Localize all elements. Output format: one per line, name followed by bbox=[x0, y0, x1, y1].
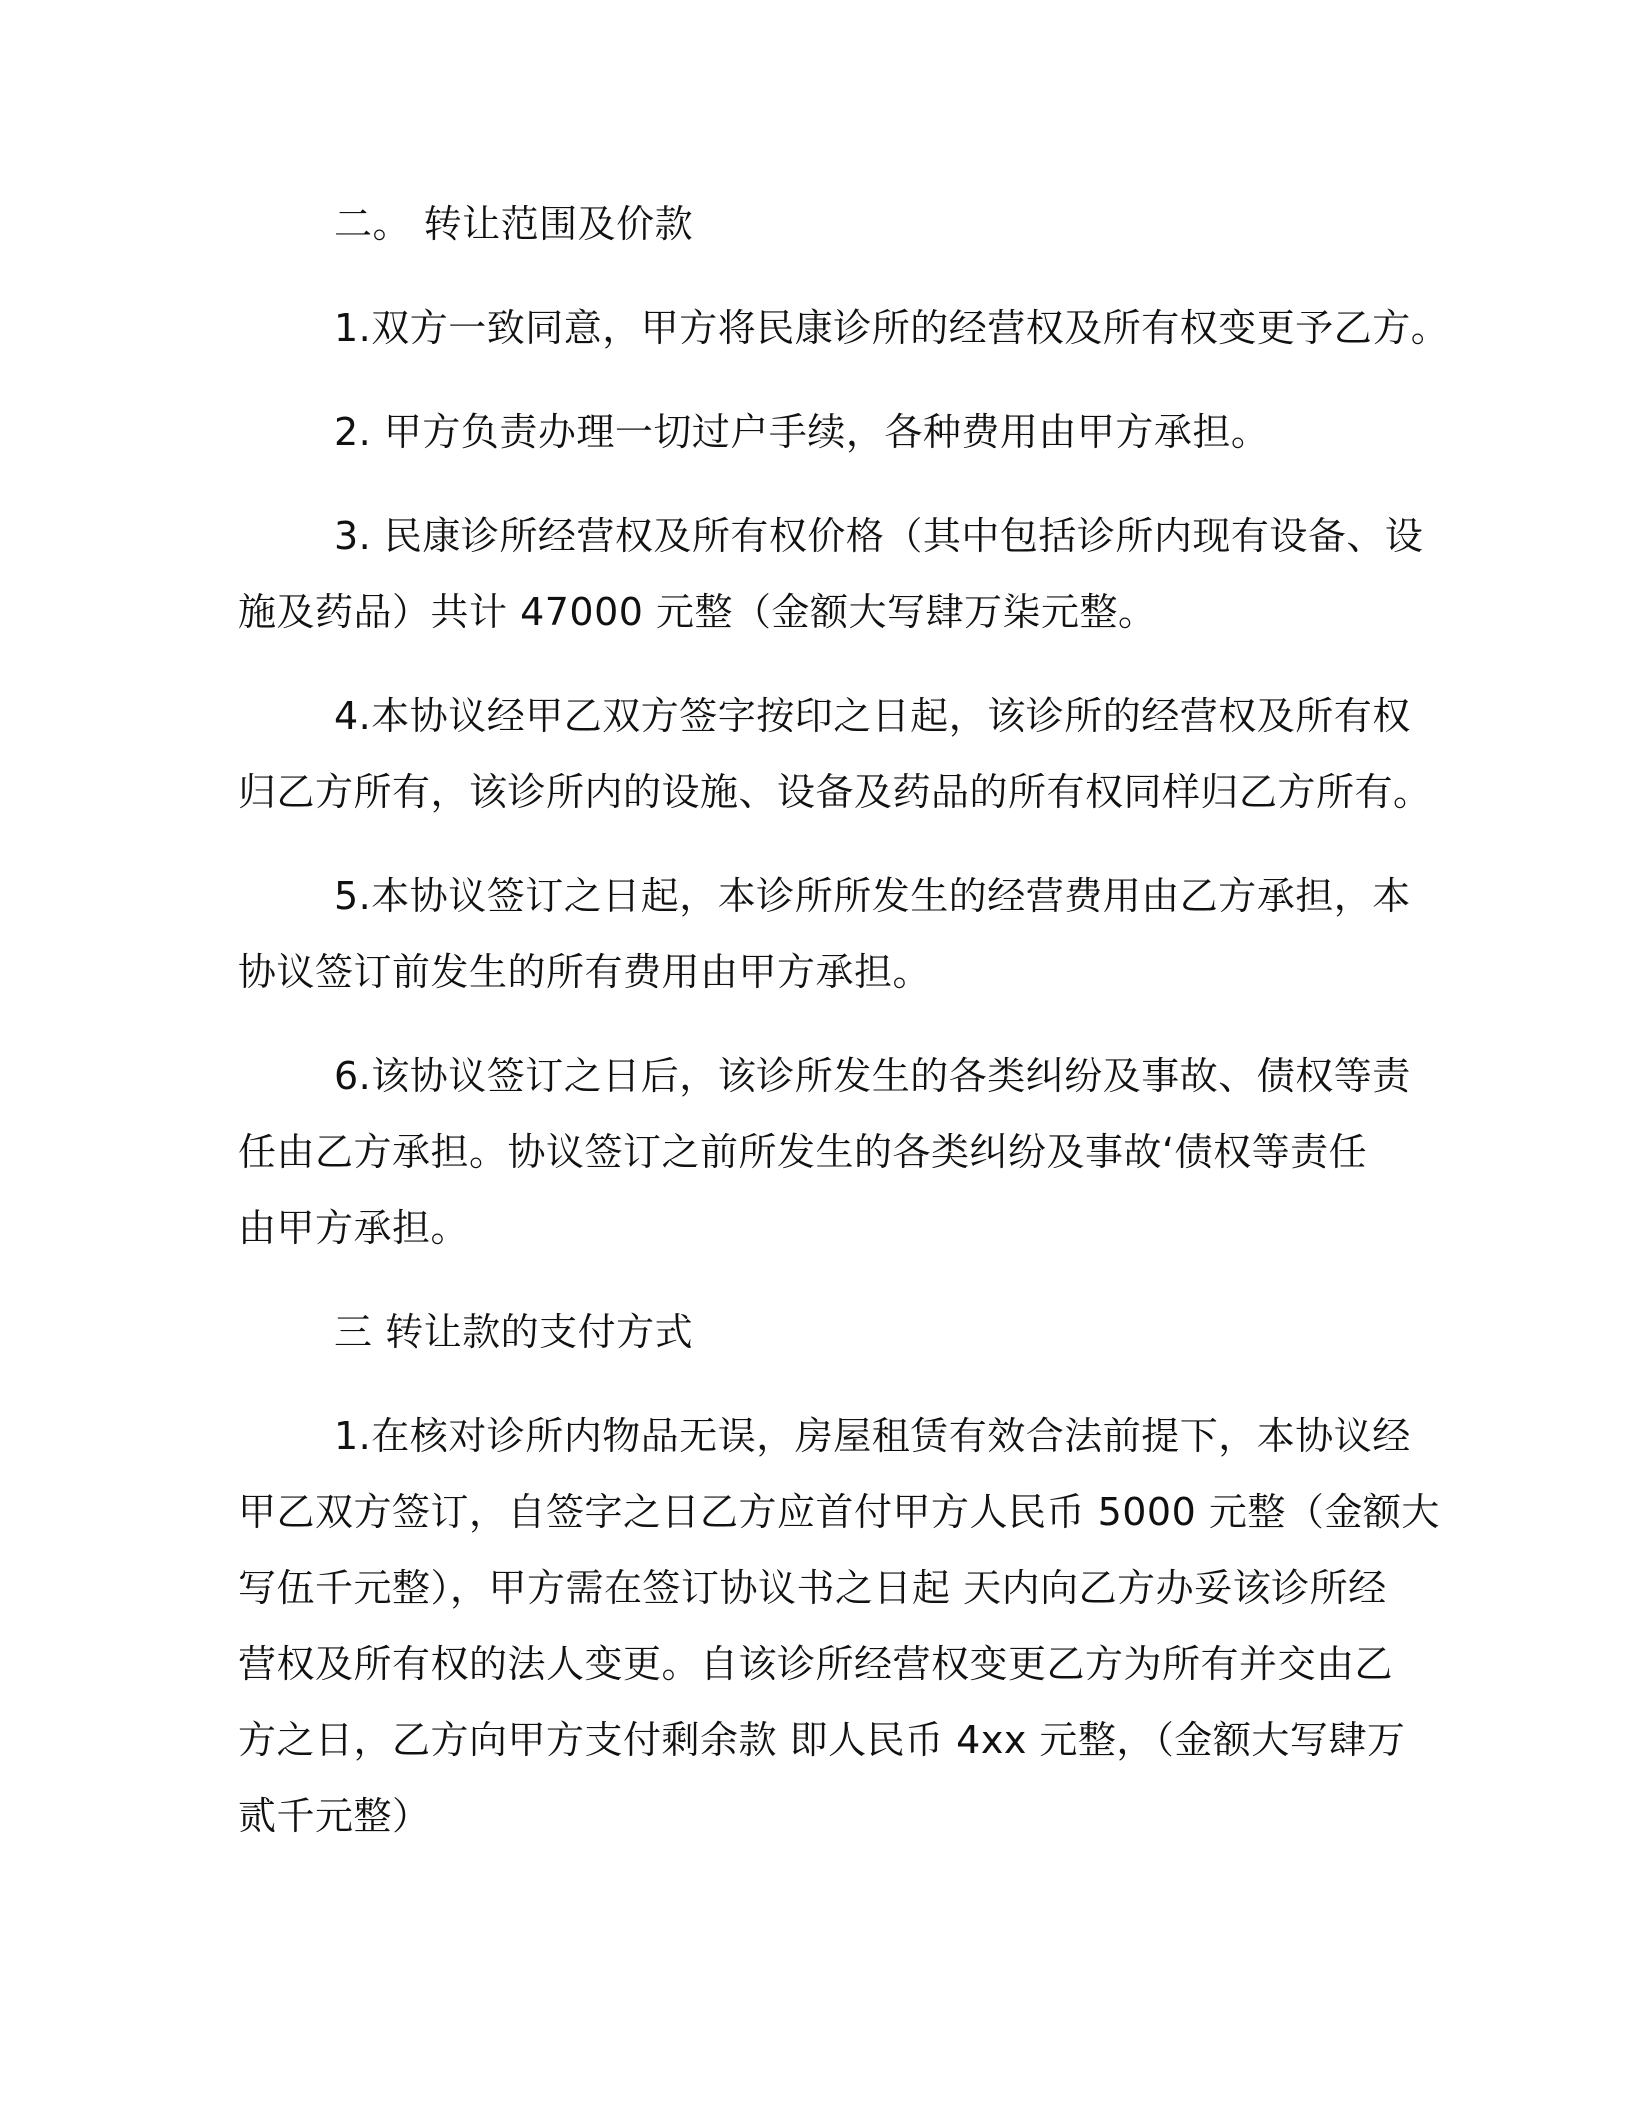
clause-2-2: 2. 甲方负责办理一切过户手续，各种费用由甲方承担。 bbox=[334, 410, 1270, 454]
clause-2-3-line-1: 3. 民康诊所经营权及所有权价格（其中包括诊所内现有设备、设 bbox=[334, 514, 1424, 558]
document-body bbox=[238, 186, 1450, 1854]
clause-3-1-line-6: 贰千元整） bbox=[238, 1794, 431, 1838]
clause-2-1: 1.双方一致同意，甲方将民康诊所的经营权及所有权变更予乙方。 bbox=[334, 306, 1450, 350]
clause-3-1-line-4: 营权及所有权的法人变更。自该诊所经营权变更乙方为所有并交由乙 bbox=[238, 1642, 1394, 1686]
clause-2-5-line-1: 5.本协议签订之日起，本诊所所发生的经营费用由乙方承担，本 bbox=[334, 874, 1411, 918]
section-heading-3: 三 转让款的支付方式 bbox=[334, 1310, 694, 1354]
clause-2-5 bbox=[238, 858, 1411, 1010]
clause-3-1 bbox=[238, 1398, 1440, 1854]
section-heading-2: 二。 转让范围及价款 bbox=[334, 202, 694, 246]
clause-3-1-line-3: 写伍千元整），甲方需在签订协议书之日起 天内向乙方办妥该诊所经 bbox=[238, 1566, 1387, 1610]
clause-2-4-line-2: 归乙方所有，该诊所内的设施、设备及药品的所有权同样归乙方所有。 bbox=[238, 770, 1432, 814]
clause-2-3-line-2: 施及药品）共计 47000 元整（金额大写肆万柒元整。 bbox=[238, 590, 1157, 634]
clause-3-1-line-2: 甲乙双方签订，自签字之日乙方应首付甲方人民币 5000 元整（金额大 bbox=[238, 1490, 1440, 1534]
clause-2-4 bbox=[238, 678, 1432, 830]
clause-2-3 bbox=[238, 498, 1424, 650]
clause-3-1-line-5: 方之日，乙方向甲方支付剩余款 即人民币 4xx 元整，（金额大写肆万 bbox=[238, 1718, 1406, 1762]
clause-2-6-line-1: 6.该协议签订之日后，该诊所发生的各类纠纷及事故、债权等责 bbox=[334, 1054, 1411, 1098]
clause-3-1-line-1: 1.在核对诊所内物品无误，房屋租赁有效合法前提下，本协议经 bbox=[334, 1414, 1411, 1458]
clause-2-4-line-1: 4.本协议经甲乙双方签字按印之日起，该诊所的经营权及所有权 bbox=[334, 694, 1411, 738]
clause-2-5-line-2: 协议签订前发生的所有费用由甲方承担。 bbox=[238, 950, 932, 994]
clause-2-6-line-3: 由甲方承担。 bbox=[238, 1206, 470, 1250]
clause-2-6 bbox=[238, 1038, 1411, 1266]
clause-2-6-line-2: 任由乙方承担。协议签订之前所发生的各类纠纷及事故‘债权等责任 bbox=[238, 1130, 1368, 1174]
